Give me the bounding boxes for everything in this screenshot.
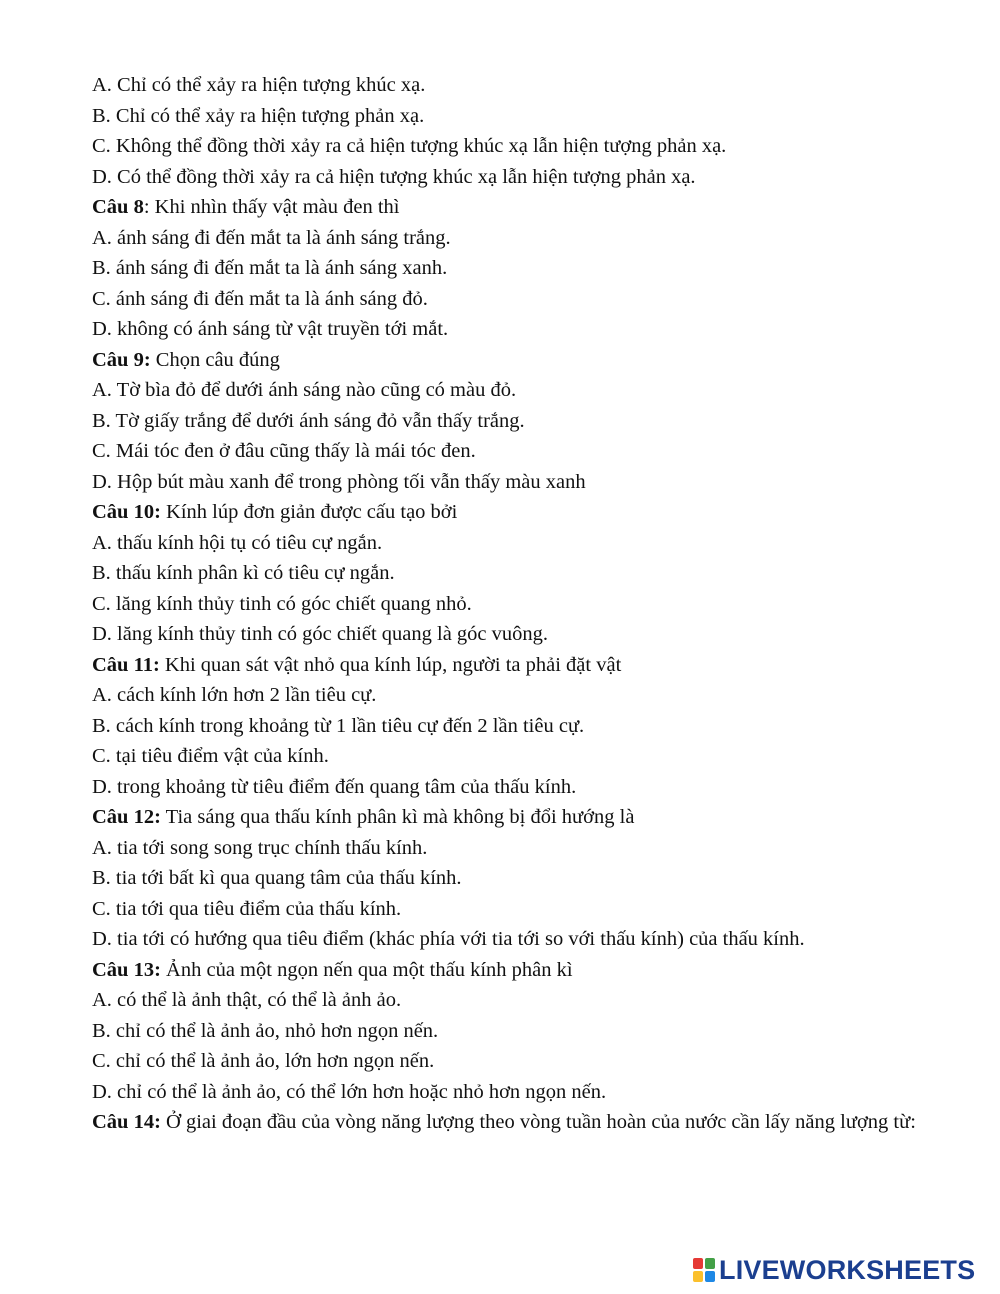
question-line [92,802,942,833]
answer-option: B. Chỉ có thể xảy ra hiện tượng phản xạ. [92,104,425,127]
question-number: Câu 13: [92,958,161,981]
question-number: Câu 10: [92,501,161,523]
answer-option: A. tia tới song song trục chính thấu kính. [92,836,428,859]
answer-option: B. ánh sáng đi đến mắt ta là ánh sáng xanh. [92,257,448,279]
answer-option: A. có thể là ảnh thật, có thể là ảnh ảo. [92,989,402,1011]
liveworksheets-logo [693,1256,975,1284]
question-text: Chọn câu đúng [150,348,280,371]
question-number: Câu 12: [92,806,161,828]
question-text: Kính lúp đơn giản được cấu tạo bởi [160,501,458,523]
question-number: Câu 9: [92,348,151,371]
answer-option: C. Không thể đồng thời xảy ra cả hiện tượng khúc xạ lẫn hiện tượng phản xạ. [92,135,727,157]
answer-option: C. Mái tóc đen ở đâu cũng thấy là mái tóc đen. [92,440,476,462]
answer-option: A. cách kính lớn hơn 2 lần tiêu cự. [92,684,377,706]
answer-option: D. không có ánh sáng từ vật truyền tới mắt. [92,318,449,340]
question-line [92,345,942,376]
question-line [92,650,942,681]
question-text: Ở giai đoạn đầu của vòng năng lượng theo vòng tuần hoàn của nước cần lấy năng lượng từ: [160,1111,916,1133]
logo-square-blue [705,1271,715,1282]
question-line [92,497,942,528]
answer-option: C. lăng kính thủy tinh có góc chiết quang nhỏ. [92,592,472,615]
logo-square-yellow [693,1271,703,1282]
answer-option: A. Chỉ có thể xảy ra hiện tượng khúc xạ. [92,74,426,96]
answer-option: A. thấu kính hội tụ có tiêu cự ngắn. [92,531,383,554]
worksheet-document [92,70,942,1138]
answer-option: B. Tờ giấy trắng để dưới ánh sáng đỏ vẫn thấy trắng. [92,409,525,432]
question-text: : Khi nhìn thấy vật màu đen thì [143,196,400,218]
answer-option: D. Hộp bút màu xanh để trong phòng tối vẫn thấy màu xanh [92,470,586,493]
liveworksheets-logo-text: LIVEWORKSHEETS [719,1254,976,1285]
question-line [92,1107,942,1138]
answer-option: D. tia tới có hướng qua tiêu điểm (khác phía với tia tới so với thấu kính) của thấu kính. [92,928,805,950]
answer-option: D. Có thể đồng thời xảy ra cả hiện tượng khúc xạ lẫn hiện tượng phản xạ. [92,165,696,188]
question-line [92,955,942,986]
question-number: Câu 8 [92,196,144,218]
question-number: Câu 14: [92,1111,161,1133]
answer-option: B. cách kính trong khoảng từ 1 lần tiêu cự đến 2 lần tiêu cự. [92,714,585,737]
answer-option: B. chỉ có thể là ảnh ảo, nhỏ hơn ngọn nến. [92,1019,439,1042]
answer-option: D. chỉ có thể là ảnh ảo, có thể lớn hơn hoặc nhỏ hơn ngọn nến. [92,1080,607,1103]
answer-option: A. Tờ bìa đỏ để dưới ánh sáng nào cũng có màu đỏ. [92,379,517,401]
answer-option: C. ánh sáng đi đến mắt ta là ánh sáng đỏ. [92,287,428,310]
logo-square-green [705,1258,715,1269]
answer-option: D. lăng kính thủy tinh có góc chiết quang là góc vuông. [92,623,549,645]
question-text: Tia sáng qua thấu kính phân kì mà không bị đổi hướng là [160,806,635,828]
logo-square-red [693,1258,703,1269]
answer-option: B. thấu kính phân kì có tiêu cự ngắn. [92,562,395,584]
answer-option: A. ánh sáng đi đến mắt ta là ánh sáng trắng. [92,226,451,249]
question-line [92,192,942,223]
answer-option: D. trong khoảng từ tiêu điểm đến quang tâm của thấu kính. [92,775,577,798]
answer-option: C. tia tới qua tiêu điểm của thấu kính. [92,897,402,920]
answer-option: B. tia tới bất kì qua quang tâm của thấu kính. [92,867,462,889]
liveworksheets-logo-icon [693,1258,715,1282]
question-number: Câu 11: [92,653,160,676]
answer-option: C. chỉ có thể là ảnh ảo, lớn hơn ngọn nến. [92,1050,435,1072]
question-text: Khi quan sát vật nhỏ qua kính lúp, người ta phải đặt vật [159,653,622,676]
answer-option: C. tại tiêu điểm vật của kính. [92,745,329,767]
question-text: Ảnh của một ngọn nến qua một thấu kính phân kì [160,958,573,981]
